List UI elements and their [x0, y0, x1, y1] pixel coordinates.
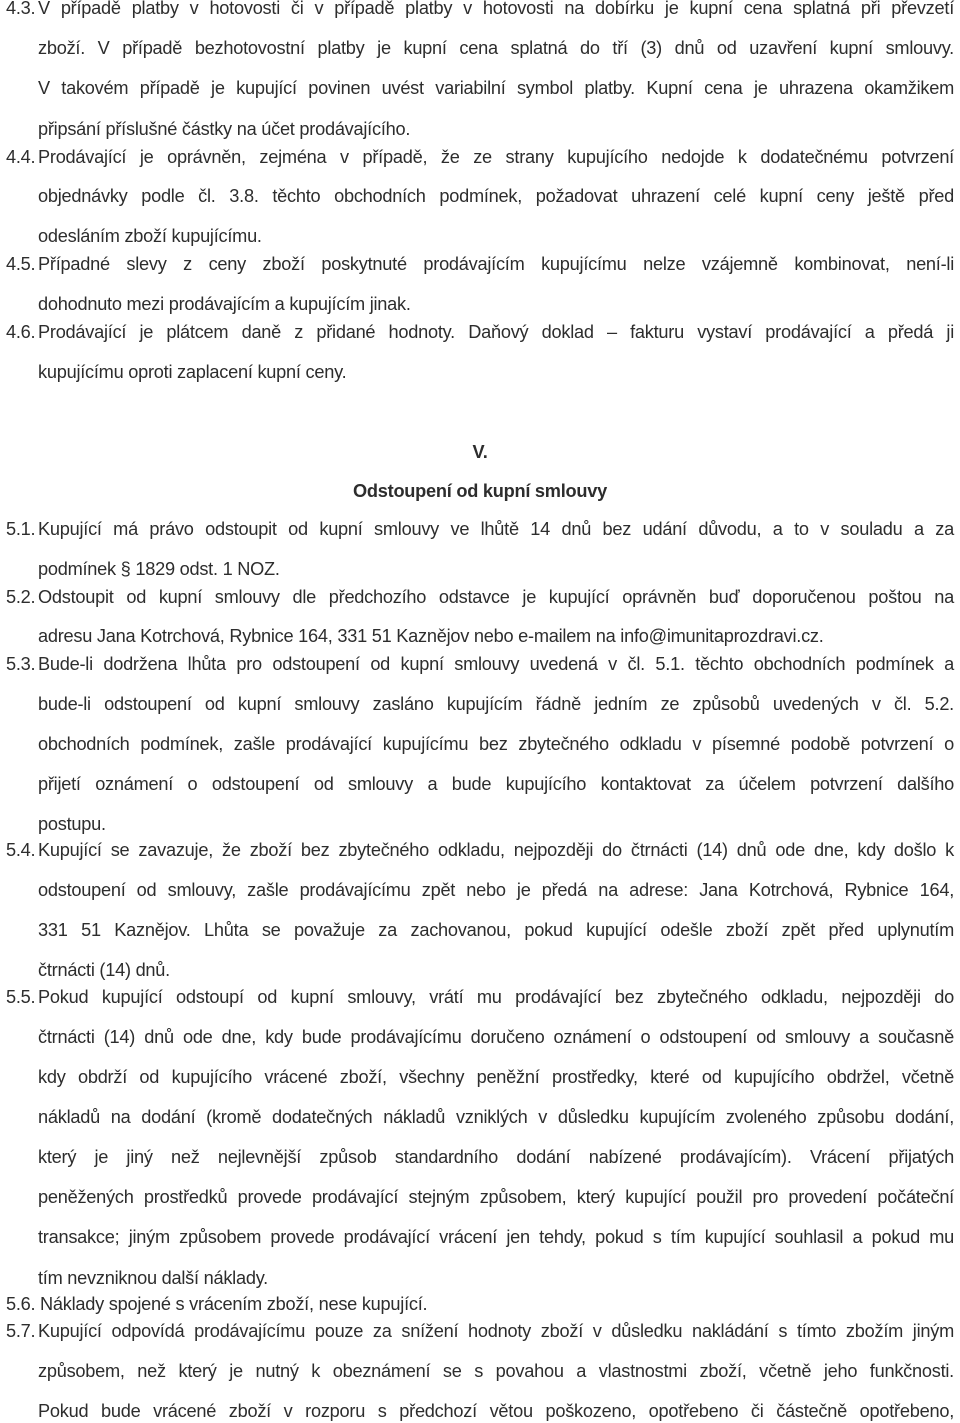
- paragraph-line: 5.7. Kupující odpovídá prodávajícímu pouze za snížení hodnoty zboží v důsledku nakládání s tímto zbožím jiným: [6, 1321, 954, 1341]
- paragraph-line: podmínek § 1829 odst. 1 NOZ.: [38, 559, 280, 579]
- paragraph-line: Pokud bude vrácené zboží v rozporu s předchozí větou poškozeno, opotřebeno či částečně opotřebeno,: [38, 1401, 954, 1421]
- paragraph-line: 5.5. Pokud kupující odstoupí od kupní smlouvy, vrátí mu prodávající bez zbytečného odkladu, nejpozději do: [6, 987, 954, 1007]
- paragraph-line: 5.2. Odstoupit od kupní smlouvy dle předchozího odstavce je kupující oprávněn buď doporučenou poštou na: [6, 587, 954, 607]
- paragraph-number: 4.3.: [6, 0, 36, 18]
- paragraph-line: nákladů na dodání (kromě dodatečných nákladů vzniklých v důsledku kupujícím zvoleného způsobu dodání,: [38, 1107, 954, 1127]
- paragraph-line: 4.4. Prodávající je oprávněn, zejména v případě, že ze strany kupujícího nedojde k dodatečnému potvrzení: [6, 147, 954, 167]
- paragraph-line: obchodních podmínek, zašle prodávající kupujícímu bez zbytečného odkladu v písemné podobě potvrzení o: [38, 734, 954, 754]
- paragraph-line: kupujícímu oproti zaplacení kupní ceny.: [38, 362, 347, 382]
- paragraph-line: 5.1. Kupující má právo odstoupit od kupní smlouvy ve lhůtě 14 dnů bez udání důvodu, a to v souladu a za: [6, 519, 954, 539]
- paragraph-line: který je jiný než nejlevnější způsob standardního dodání nabízené prodávajícím). Vrácení přijatých: [38, 1147, 954, 1167]
- paragraph-line: 331 51 Kaznějov. Lhůta se považuje za zachovanou, pokud kupující odešle zboží zpět před uplynutím: [38, 920, 954, 940]
- paragraph-line: tím nevzniknou další náklady.: [38, 1268, 268, 1288]
- paragraph-line: 5.4. Kupující se zavazuje, že zboží bez zbytečného odkladu, nejpozději do čtrnácti (14) dnů ode dne, kdy došlo k: [6, 840, 954, 860]
- paragraph-line: dohodnuto mezi prodávajícím a kupujícím jinak.: [38, 294, 411, 314]
- paragraph-line: adresu Jana Kotrchová, Rybnice 164, 331 51 Kaznějov nebo e-mailem na info@imunitaprozdravi.cz.: [38, 626, 824, 646]
- paragraph-line: transakce; jiným způsobem provede prodávající vrácení jen tehdy, pokud s tím kupující souhlasil a pokud mu: [38, 1227, 954, 1247]
- paragraph-line: čtrnácti (14) dnů ode dne, kdy bude prodávajícímu doručeno oznámení o odstoupení od smlouvy a současně: [38, 1027, 954, 1047]
- paragraph-line: V takovém případě je kupující povinen uvést variabilní symbol platby. Kupní cena je uhrazena okamžikem: [38, 78, 954, 98]
- paragraph-number: 5.2.: [6, 587, 36, 607]
- paragraph-line: zboží. V případě bezhotovostní platby je kupní cena splatná do tří (3) dnů od uzavření kupní smlouvy.: [38, 38, 954, 58]
- paragraph-number: 5.3.: [6, 654, 36, 674]
- paragraph-line: 5.3. Bude-li dodržena lhůta pro odstoupení od kupní smlouvy uvedená v čl. 5.1. těchto obchodních podmínek a: [6, 654, 954, 674]
- paragraph-line: přijetí oznámení o odstoupení od smlouvy a bude kupujícího kontaktovat za účelem potvrzení dalšího: [38, 774, 954, 794]
- paragraph-line: čtrnácti (14) dnů.: [38, 960, 170, 980]
- paragraph-line: odesláním zboží kupujícímu.: [38, 226, 262, 246]
- paragraph-number: 5.4.: [6, 840, 36, 860]
- paragraph-number: 4.5.: [6, 254, 36, 274]
- paragraph-line: způsobem, než který je nutný k obeznámení se s povahou a vlastnostmi zboží, včetně jeho funkčnosti.: [38, 1361, 954, 1381]
- paragraph-number: 4.4.: [6, 147, 36, 167]
- paragraph-number: 5.5.: [6, 987, 36, 1007]
- paragraph-line: peněžených prostředků provede prodávající stejným způsobem, který kupující použil pro provedení počáteční: [38, 1187, 954, 1207]
- paragraph-line: odstoupení od smlouvy, zašle prodávajícímu zpět nebo je předá na adrese: Jana Kotrchová, Rybnice 164,: [38, 880, 954, 900]
- paragraph-number: 4.6.: [6, 322, 36, 342]
- paragraph-line: 4.6. Prodávající je plátcem daně z přidané hodnoty. Daňový doklad – fakturu vystaví prodávající a předá ji: [6, 322, 954, 342]
- paragraph-number: 5.7.: [6, 1321, 36, 1341]
- paragraph-number: 5.1.: [6, 519, 36, 539]
- paragraph-line: objednávky podle čl. 3.8. těchto obchodních podmínek, požadovat uhrazení celé kupní ceny ještě před: [38, 186, 954, 206]
- paragraph-line: 5.6. Náklady spojené s vrácením zboží, nese kupující.: [6, 1294, 428, 1314]
- paragraph-line: připsání příslušné částky na účet prodávajícího.: [38, 119, 411, 139]
- paragraph-line: 4.5. Případné slevy z ceny zboží poskytnuté prodávajícím kupujícímu nelze vzájemně kombinovat, není-li: [6, 254, 954, 274]
- paragraph-line: bude-li odstoupení od kupní smlouvy zasláno kupujícím řádně jedním ze způsobů uvedených v čl. 5.2.: [38, 694, 954, 714]
- paragraph-line: postupu.: [38, 814, 106, 834]
- chapter-title: Odstoupení od kupní smlouvy: [353, 481, 607, 501]
- paragraph-line: 4.3. V případě platby v hotovosti či v případě platby v hotovosti na dobírku je kupní cena splatná při převzetí: [6, 0, 954, 20]
- paragraph-line: kdy obdrží od kupujícího vrácené zboží, všechny peněžní prostředky, které od kupujícího obdržel, včetně: [38, 1067, 954, 1087]
- paragraph-number: 5.6.: [6, 1294, 36, 1314]
- chapter-numeral: V.: [472, 442, 488, 462]
